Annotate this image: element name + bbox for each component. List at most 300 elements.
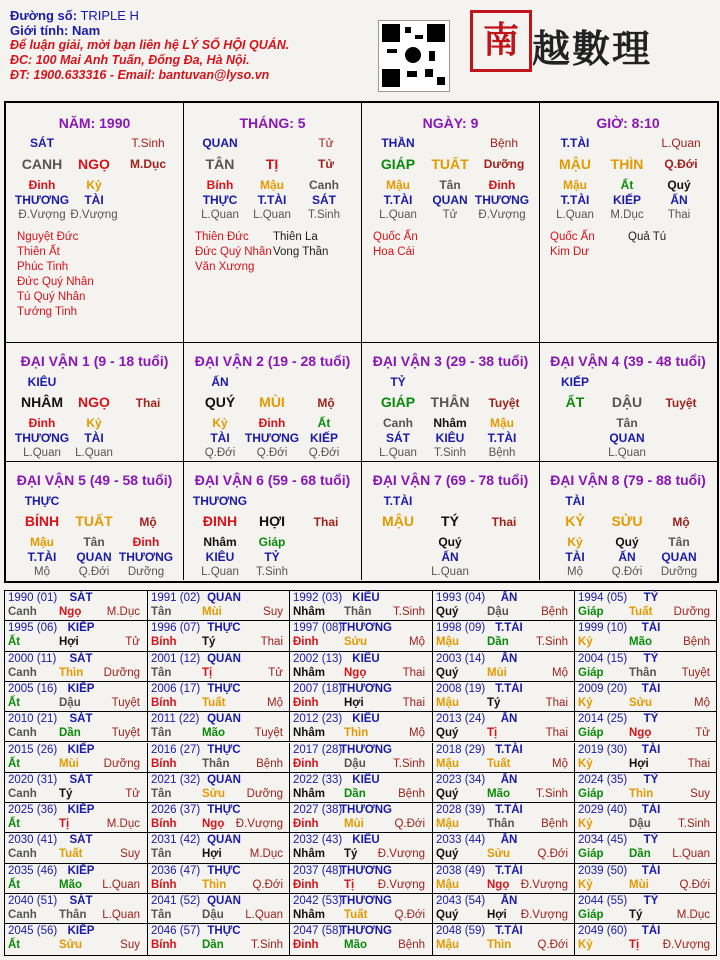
- dai-van-tang-can: Mậu: [490, 416, 514, 430]
- year-cell: [5, 743, 148, 773]
- year-can: Nhâm: [293, 666, 325, 679]
- year-than: KIẾP: [67, 925, 95, 938]
- dai-van-can: KỶ: [565, 513, 585, 529]
- year-cell: [290, 773, 433, 803]
- year-truong-sinh: Tử: [268, 666, 283, 679]
- dai-van-title: ĐẠI VẬN 1 (9 - 18 tuổi): [20, 353, 169, 369]
- year-chi: Dậu: [59, 696, 81, 709]
- year-can: Mậu: [436, 818, 459, 831]
- year-cell: [290, 894, 433, 924]
- dai-van-tang-can: Canh: [383, 416, 413, 430]
- year-label: 2037 (48): [293, 864, 343, 877]
- year-chi: Tị: [629, 939, 640, 952]
- pillar-title: THÁNG: 5: [239, 115, 306, 131]
- year-can: Giáp: [578, 787, 604, 800]
- dai-van-chi: NGỌ: [78, 394, 110, 410]
- year-than: THỰC: [207, 925, 241, 938]
- than-sat-item: Đức Quý Nhân: [17, 276, 94, 288]
- year-chi: Sửu: [344, 636, 368, 649]
- year-cell: [575, 894, 716, 924]
- dai-van-tang-can: Đinh: [132, 535, 160, 549]
- year-chi: Thìn: [59, 666, 84, 679]
- year-cell: [575, 773, 716, 803]
- pillar-cell: [539, 103, 717, 343]
- dia-chi: THÌN: [610, 156, 644, 172]
- year-than: QUAN: [207, 773, 241, 786]
- year-cell: [290, 591, 433, 621]
- year-than: ẤN: [500, 592, 518, 604]
- dai-van-tang-can: Tân: [83, 535, 105, 549]
- year-cell: [575, 803, 716, 833]
- year-than: THƯƠNG: [340, 804, 392, 817]
- year-chi: Ngọ: [59, 606, 82, 618]
- year-label: 2018 (29): [436, 743, 486, 756]
- year-cell: [433, 864, 575, 894]
- than-sat-item: Nguyệt Đức: [17, 231, 79, 243]
- year-than: ẤN: [500, 834, 518, 847]
- year-can: Nhâm: [293, 848, 325, 861]
- year-truong-sinh: Tuyệt: [111, 727, 140, 740]
- year-cell: [290, 924, 433, 954]
- year-label: 2042 (53): [293, 895, 343, 907]
- year-cell: [290, 712, 433, 742]
- year-truong-sinh: Mộ: [409, 636, 425, 649]
- year-truong-sinh: Mộ: [552, 666, 568, 679]
- can-truong-sinh: L.Quan: [661, 136, 701, 150]
- year-chi: Sửu: [59, 939, 83, 952]
- year-label: 2038 (49): [436, 864, 486, 877]
- year-label: 2047 (58): [293, 925, 343, 938]
- year-chi: Hợi: [344, 696, 364, 709]
- year-truong-sinh: Bệnh: [398, 787, 425, 800]
- year-truong-sinh: Mộ: [267, 696, 283, 709]
- year-chi: Tuất: [59, 848, 83, 861]
- year-can: Giáp: [578, 909, 604, 921]
- year-label: 1990 (01): [8, 592, 58, 604]
- tang-can: Đinh: [488, 178, 516, 192]
- dai-van-tang-can: Ất: [317, 416, 331, 430]
- year-chi: Hợi: [487, 909, 507, 921]
- year-truong-sinh: Dưỡng: [103, 666, 140, 679]
- tang-can-than: ẤN: [670, 193, 688, 207]
- year-chi: Dậu: [487, 606, 509, 618]
- year-label: 2007 (18): [293, 682, 343, 695]
- dai-van-tang-sinh: Bệnh: [488, 447, 516, 459]
- dai-van-tang-than: T.TÀI: [487, 431, 517, 445]
- year-than: TÀI: [641, 743, 661, 756]
- year-label: 2003 (14): [436, 652, 486, 665]
- year-cell: [148, 743, 290, 773]
- year-chi: Tị: [202, 666, 213, 679]
- dai-van-tang-sinh: Mộ: [34, 566, 50, 578]
- year-truong-sinh: M.Dục: [106, 606, 140, 618]
- year-can: Ất: [8, 757, 21, 770]
- year-cell: [433, 652, 575, 682]
- year-than: THỰC: [207, 622, 241, 635]
- year-chi: Dậu: [344, 757, 366, 770]
- dai-van-tang-than: KIÊU: [205, 550, 235, 564]
- year-truong-sinh: L.Quan: [672, 848, 710, 861]
- year-chi: Mão: [344, 939, 367, 952]
- year-can: Nhâm: [293, 727, 325, 740]
- year-cell: [433, 803, 575, 833]
- year-than: TÀI: [641, 804, 661, 817]
- dai-van-can: NHÂM: [21, 394, 63, 410]
- dai-van-can: ĐINH: [202, 513, 238, 529]
- year-truong-sinh: Mộ: [694, 696, 710, 709]
- year-chi: Tuất: [202, 696, 226, 709]
- year-chi: Mão: [487, 787, 510, 800]
- dai-van-tang-sinh: Q.Đới: [611, 566, 643, 578]
- year-than: QUAN: [207, 713, 241, 726]
- year-chi: Dần: [344, 787, 366, 800]
- year-truong-sinh: T.Sinh: [536, 636, 568, 649]
- year-than: T.TÀI: [495, 682, 523, 695]
- year-truong-sinh: Q.Đới: [537, 939, 568, 952]
- year-truong-sinh: L.Quan: [102, 909, 140, 921]
- year-label: 2015 (26): [8, 743, 58, 756]
- dai-van-can: BÍNH: [24, 513, 60, 529]
- dai-van-title: ĐẠI VẬN 7 (69 - 78 tuổi): [372, 472, 529, 488]
- year-can: Giáp: [578, 727, 604, 740]
- year-can: Canh: [8, 787, 37, 800]
- year-chi: Ngọ: [629, 727, 652, 740]
- year-truong-sinh: Tử: [125, 636, 140, 649]
- year-can: Quý: [436, 666, 459, 679]
- dai-van-tang-can: Kỷ: [567, 535, 583, 549]
- tang-can-sinh: L.Quan: [379, 209, 417, 221]
- year-truong-sinh: Tuyệt: [254, 727, 283, 740]
- tang-can-than: THƯƠNG: [474, 193, 530, 207]
- dai-van-truong-sinh: Mộ: [139, 515, 157, 529]
- year-than: THỰC: [207, 743, 241, 756]
- year-can: Mậu: [436, 696, 459, 709]
- tang-can-sinh: Đ.Vượng: [18, 209, 66, 221]
- year-than: T.TÀI: [495, 743, 523, 756]
- dai-van-than: KIẾP: [560, 375, 590, 389]
- year-truong-sinh: M.Dục: [676, 909, 710, 921]
- year-cell: [148, 621, 290, 651]
- year-chi: Mùi: [344, 818, 364, 831]
- year-cell: [148, 682, 290, 712]
- year-can: Kỷ: [578, 636, 593, 649]
- year-than: KIẾP: [67, 864, 95, 877]
- year-can: Ất: [8, 696, 21, 709]
- dai-van-tang-than: QUAN: [609, 431, 645, 445]
- year-than: QUAN: [207, 652, 241, 665]
- tang-can: Bính: [206, 178, 234, 192]
- than-sat-item: Văn Xương: [195, 261, 255, 273]
- year-label: 2040 (51): [8, 895, 58, 907]
- year-cell: [575, 682, 716, 712]
- year-can: Canh: [8, 666, 37, 679]
- dai-van-tang-can: Kỷ: [212, 416, 228, 430]
- year-cell: [148, 773, 290, 803]
- tang-can-than: KIẾP: [612, 193, 642, 207]
- year-truong-sinh: Bệnh: [541, 606, 568, 618]
- year-cell: [575, 591, 716, 621]
- year-label: 2011 (22): [151, 713, 200, 726]
- thien-can: CANH: [21, 156, 63, 172]
- year-than: THƯƠNG: [340, 682, 392, 695]
- year-truong-sinh: Bệnh: [398, 939, 425, 952]
- year-label: 2019 (30): [578, 743, 628, 756]
- tang-can-than: QUAN: [432, 193, 468, 207]
- dai-van-tang-sinh: L.Quan: [75, 447, 113, 459]
- year-than: SÁT: [69, 895, 93, 907]
- dai-van-tang-sinh: Mộ: [567, 566, 583, 578]
- year-than: TỶ: [643, 713, 659, 726]
- chi-truong-sinh: M.Dục: [130, 157, 166, 171]
- year-cell: [433, 682, 575, 712]
- year-truong-sinh: Bệnh: [683, 636, 710, 649]
- dai-van-truong-sinh: Mộ: [317, 396, 335, 410]
- dai-van-truong-sinh: Thai: [313, 515, 339, 529]
- year-than: SÁT: [69, 592, 93, 604]
- year-than: ẤN: [500, 713, 518, 726]
- year-truong-sinh: Suy: [263, 606, 283, 618]
- year-can: Quý: [436, 909, 459, 921]
- year-than: THƯƠNG: [340, 895, 392, 907]
- dai-van-tang-than: THƯƠNG: [14, 431, 70, 445]
- dai-van-tang-sinh: L.Quan: [608, 447, 646, 459]
- year-label: 2022 (33): [293, 773, 343, 786]
- year-chi: Thân: [202, 757, 230, 770]
- year-chi: Tý: [344, 848, 358, 861]
- year-can: Kỷ: [578, 696, 593, 709]
- year-than: THƯƠNG: [340, 622, 392, 635]
- year-label: 2012 (23): [293, 713, 343, 726]
- dai-van-truong-sinh: Thai: [135, 396, 161, 410]
- year-label: 2017 (28): [293, 743, 343, 756]
- year-label: 2026 (37): [151, 804, 201, 817]
- year-label: 2020 (31): [8, 773, 58, 786]
- year-truong-sinh: Thai: [402, 696, 425, 709]
- dai-van-can: GIÁP: [380, 394, 416, 410]
- year-label: 2034 (45): [578, 834, 628, 847]
- year-chi: Thìn: [487, 939, 512, 952]
- year-truong-sinh: Q.Đới: [394, 818, 425, 831]
- dai-van-tang-can: Quý: [438, 535, 462, 549]
- than-sat-item: Quốc Ấn: [550, 231, 595, 243]
- year-truong-sinh: Bệnh: [541, 818, 568, 831]
- year-chi: Hợi: [59, 636, 79, 649]
- thien-can: GIÁP: [380, 156, 416, 172]
- year-label: 2030 (41): [8, 834, 58, 847]
- year-truong-sinh: Thai: [545, 727, 568, 740]
- tang-can: Đinh: [28, 178, 56, 192]
- year-can: Đinh: [293, 636, 319, 649]
- year-than: KIÊU: [352, 773, 380, 786]
- tang-can-than: TÀI: [84, 193, 104, 207]
- year-truong-sinh: Mộ: [552, 757, 568, 770]
- can-truong-sinh: Tử: [318, 136, 334, 150]
- dai-van-tang-than: ẤN: [441, 550, 459, 564]
- can-thap-than: QUAN: [202, 136, 238, 150]
- year-cell: [433, 833, 575, 863]
- can-thap-than: T.TÀI: [560, 136, 590, 150]
- year-cell: [575, 833, 716, 863]
- dai-van-tang-sinh: L.Quan: [23, 447, 61, 459]
- year-label: 2045 (56): [8, 925, 58, 938]
- year-can: Canh: [8, 909, 37, 921]
- year-than: SÁT: [69, 834, 93, 847]
- year-chi: Tuất: [629, 606, 653, 618]
- dai-van-tang-can: Quý: [615, 535, 639, 549]
- year-chi: Hợi: [629, 757, 649, 770]
- year-can: Bính: [151, 696, 177, 709]
- year-label: 2009 (20): [578, 682, 628, 695]
- year-cell: [290, 621, 433, 651]
- year-truong-sinh: Dưỡng: [673, 606, 710, 618]
- year-label: 1996 (07): [151, 622, 201, 635]
- year-than: KIÊU: [352, 652, 380, 665]
- year-cell: [433, 591, 575, 621]
- dai-van-tang-than: THƯƠNG: [118, 550, 174, 564]
- year-truong-sinh: Q.Đới: [679, 878, 710, 891]
- tang-can-than: THỰC: [202, 193, 238, 207]
- year-can: Canh: [8, 606, 37, 618]
- year-chi: Thìn: [202, 878, 227, 891]
- year-label: 1992 (03): [293, 592, 343, 604]
- seal-stamp-icon: 南: [470, 10, 532, 72]
- year-label: 2013 (24): [436, 713, 486, 726]
- dai-van-cell: [539, 343, 717, 462]
- year-chi: Ngọ: [344, 666, 367, 679]
- year-than: KIÊU: [352, 834, 380, 847]
- dai-van-cell: [362, 462, 540, 580]
- dai-van-chi: TÝ: [441, 513, 459, 529]
- dai-van-tang-than: TÀI: [84, 431, 104, 445]
- year-truong-sinh: Thai: [260, 636, 283, 649]
- dai-van-than: T.TÀI: [383, 494, 413, 508]
- tang-can-sinh: Đ.Vượng: [478, 209, 526, 221]
- pillar-cell: [362, 103, 540, 343]
- tang-can-than: THƯƠNG: [14, 193, 70, 207]
- year-cell: [433, 743, 575, 773]
- year-truong-sinh: Thai: [687, 757, 710, 770]
- year-cell: [433, 894, 575, 924]
- year-label: 2010 (21): [8, 713, 58, 726]
- year-can: Đinh: [293, 939, 319, 952]
- year-than: TỶ: [643, 773, 659, 786]
- dai-van-tang-than: TÀI: [565, 550, 585, 564]
- dai-van-than: KIÊU: [27, 375, 57, 389]
- than-sat-item: Đức Quý Nhân: [195, 246, 272, 258]
- chart-grid: [4, 101, 719, 583]
- year-cell: [290, 833, 433, 863]
- year-label: 2024 (35): [578, 773, 628, 786]
- pillar-cell: [184, 103, 362, 343]
- tang-can-sinh: Đ.Vượng: [70, 209, 118, 221]
- tang-can-than: T.TÀI: [560, 193, 590, 207]
- year-chi: Thìn: [344, 727, 369, 740]
- dai-van-truong-sinh: Tuyệt: [488, 396, 520, 410]
- dai-van-cell: [6, 462, 184, 580]
- year-cell: [433, 621, 575, 651]
- year-than: THỰC: [207, 804, 241, 817]
- year-than: TÀI: [641, 864, 661, 877]
- year-than: ẤN: [500, 895, 518, 907]
- year-than: THƯƠNG: [340, 743, 392, 756]
- dai-van-tang-than: THƯƠNG: [244, 431, 300, 445]
- year-label: 2001 (12): [151, 652, 201, 665]
- year-label: 2044 (55): [578, 895, 628, 907]
- year-than: T.TÀI: [495, 925, 523, 938]
- year-label: 2000 (11): [8, 652, 57, 665]
- year-cell: [433, 924, 575, 954]
- year-cell: [5, 652, 148, 682]
- year-chi: Dậu: [202, 909, 224, 921]
- year-label: 2008 (19): [436, 682, 486, 695]
- tang-can-than: T.TÀI: [257, 193, 287, 207]
- year-chi: Tị: [344, 878, 355, 891]
- year-can: Bính: [151, 939, 177, 952]
- year-than: THƯƠNG: [340, 925, 392, 938]
- dai-van-than: TÀI: [565, 494, 585, 508]
- year-chi: Mùi: [629, 878, 649, 891]
- than-sat-item: Thiên Đức: [195, 231, 249, 243]
- dai-van-truong-sinh: Thai: [491, 515, 517, 529]
- duong-so-label: Đường số:: [10, 8, 78, 23]
- dai-van-title: ĐẠI VẬN 5 (49 - 58 tuổi): [16, 472, 173, 488]
- than-sat-item: Kim Dư: [550, 246, 590, 258]
- year-label: 2023 (34): [436, 773, 486, 786]
- year-can: Mậu: [436, 636, 459, 649]
- year-cell: [5, 591, 148, 621]
- tang-can: Mậu: [386, 178, 410, 192]
- year-truong-sinh: L.Quan: [245, 909, 283, 921]
- year-chi: Thìn: [629, 787, 654, 800]
- than-sat-item: Phúc Tinh: [17, 261, 69, 273]
- year-can: Đinh: [293, 878, 319, 891]
- dai-van-title: ĐẠI VẬN 8 (79 - 88 tuổi): [550, 472, 706, 488]
- year-than: QUAN: [207, 895, 241, 907]
- year-truong-sinh: Thai: [402, 666, 425, 679]
- year-can: Đinh: [293, 696, 319, 709]
- than-sat-item: Hoa Cái: [373, 246, 415, 258]
- year-truong-sinh: T.Sinh: [536, 787, 568, 800]
- year-cell: [575, 652, 716, 682]
- qr-code-icon: [378, 20, 450, 92]
- tang-can: Mậu: [563, 178, 587, 192]
- year-than: T.TÀI: [495, 864, 523, 877]
- year-label: 2028 (39): [436, 804, 486, 817]
- year-label: 1995 (06): [8, 622, 58, 635]
- dai-van-tang-can: Đinh: [28, 416, 56, 430]
- year-than: THỰC: [207, 682, 241, 695]
- tang-can-sinh: T.Sinh: [308, 209, 340, 221]
- year-truong-sinh: T.Sinh: [678, 818, 710, 831]
- year-truong-sinh: L.Quan: [102, 878, 140, 891]
- year-cell: [575, 864, 716, 894]
- year-label: 2029 (40): [578, 804, 628, 817]
- dai-van-tang-sinh: Dưỡng: [660, 566, 698, 578]
- chi-truong-sinh: Dưỡng: [483, 157, 525, 171]
- year-than: ẤN: [500, 652, 518, 665]
- year-chi: Tý: [202, 636, 216, 649]
- year-than: KIẾP: [67, 682, 95, 695]
- year-label: 2002 (13): [293, 652, 343, 665]
- year-label: 2039 (50): [578, 864, 628, 877]
- year-can: Quý: [436, 727, 459, 740]
- year-cell: [575, 743, 716, 773]
- tang-can: Quý: [667, 178, 691, 192]
- year-can: Kỷ: [578, 818, 593, 831]
- tang-can-sinh: Thai: [667, 209, 691, 221]
- dai-van-cell: [6, 343, 184, 462]
- year-than: QUAN: [207, 834, 241, 847]
